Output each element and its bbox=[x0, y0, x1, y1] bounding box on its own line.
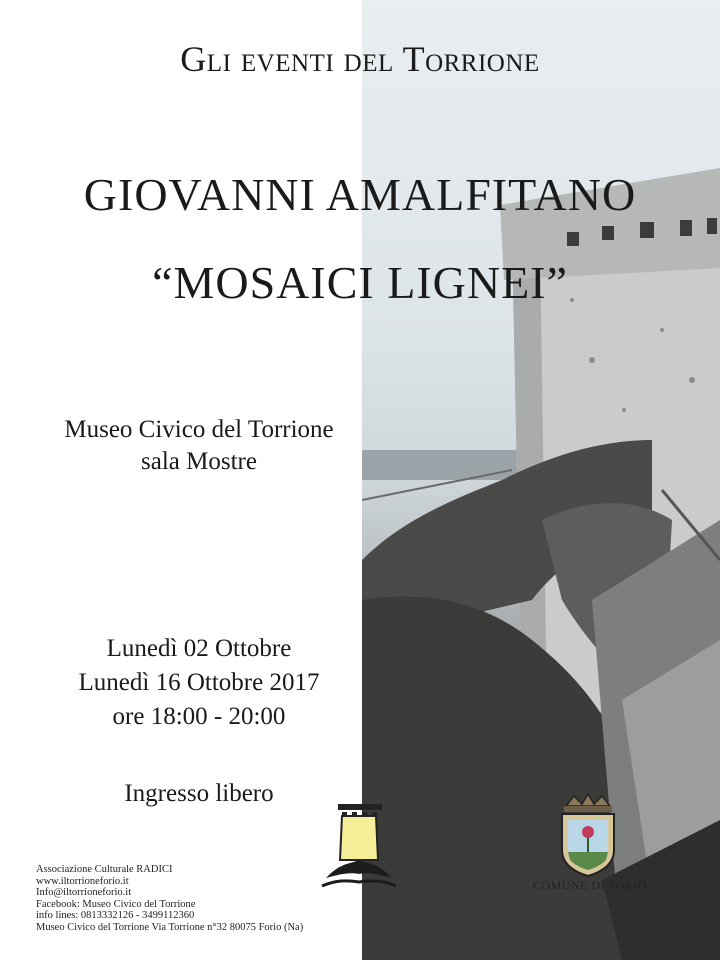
forio-coat-of-arms-icon bbox=[552, 792, 624, 878]
exhibition-title: “MOSAICI LIGNEI” bbox=[152, 257, 568, 308]
venue-line: Museo Civico del Torrione bbox=[64, 416, 334, 443]
dates-block bbox=[0, 632, 398, 734]
torrione-tower-illustration bbox=[362, 0, 720, 960]
comune-label: COMUNE DI FORIO bbox=[532, 878, 648, 892]
venue-line: sala Mostre bbox=[141, 448, 257, 475]
date-line: Lunedì 16 Ottobre 2017 bbox=[78, 669, 320, 696]
credit-line: Associazione Culturale RADICI bbox=[36, 864, 173, 875]
tower-photo bbox=[362, 0, 720, 960]
series-title-text: Gli eventi del Torrione bbox=[180, 39, 540, 79]
venue-block bbox=[0, 414, 398, 478]
credit-line: Museo Civico del Torrione Via Torrione n°32 80075 Forio (Na) bbox=[36, 921, 304, 933]
admission-text: Ingresso libero bbox=[124, 780, 274, 807]
credit-line: www.iltorrioneforio.it bbox=[36, 875, 129, 887]
series-title bbox=[0, 38, 720, 80]
date-line: Lunedì 02 Ottobre bbox=[106, 635, 292, 662]
time-line: ore 18:00 - 20:00 bbox=[112, 703, 286, 730]
radici-association-logo-icon bbox=[316, 800, 402, 892]
credit-line: Facebook: Museo Civico del Torrione bbox=[36, 898, 196, 910]
credit-line: info lines: 0813332126 - 3499112360 bbox=[36, 910, 195, 922]
artist-name: GIOVANNI AMALFITANO bbox=[83, 169, 637, 220]
credit-line: Info@iltorrioneforio.it bbox=[36, 887, 132, 899]
credits-block bbox=[36, 864, 303, 934]
